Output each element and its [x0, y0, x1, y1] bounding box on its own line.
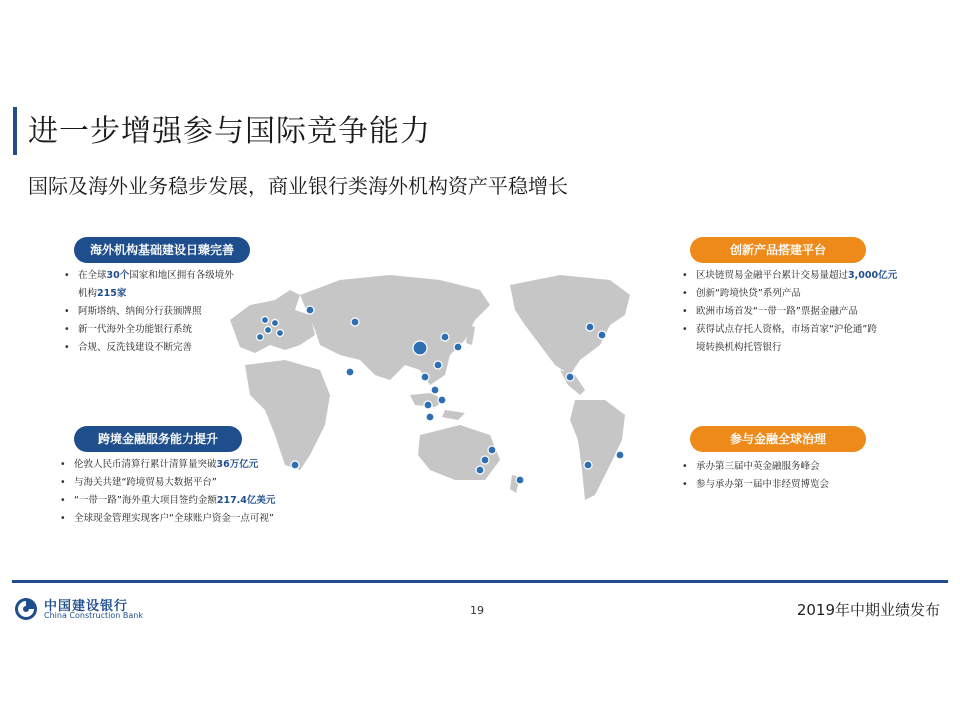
crossborder-section-label: 跨境金融服务能力提升 — [74, 426, 242, 452]
list-item: • “一带一路”海外重大项目签约金额217.4亿美元 — [58, 492, 275, 510]
list-item: • 全球现金管理实现客户“全球账户资金一点可视” — [58, 510, 275, 528]
governance-list — [680, 458, 829, 494]
branch-marker — [346, 368, 354, 376]
branch-marker — [306, 306, 314, 314]
branch-marker — [598, 331, 606, 339]
branch-marker — [516, 476, 524, 484]
innovation-section-label: 创新产品搭建平台 — [690, 237, 866, 263]
logo-text-en: China Construction Bank — [44, 611, 143, 620]
list-item-continuation: 机构215家 — [78, 288, 127, 299]
branch-marker — [438, 396, 446, 404]
list-item-continuation: 境转换机构托管银行 — [696, 342, 782, 353]
branch-marker — [481, 456, 489, 464]
list-item: • 在全球30个国家和地区拥有各级境外 — [62, 267, 234, 285]
crossborder-list — [58, 456, 275, 528]
list-item: • 创新“跨境快贷”系列产品 — [680, 285, 897, 303]
title-accent-bar — [13, 107, 17, 155]
list-item: • 欧洲市场首发“一带一路”票据金融产品 — [680, 303, 897, 321]
branch-marker — [488, 446, 496, 454]
branch-marker — [291, 461, 299, 469]
page-title: 进一步增强参与国际竞争能力 — [28, 114, 431, 149]
branch-marker — [421, 373, 429, 381]
footer-divider — [12, 580, 948, 583]
footer-event-title: 2019年中期业绩发布 — [796, 601, 940, 619]
page-subtitle: 国际及海外业务稳步发展，商业银行类海外机构资产平稳增长 — [28, 174, 568, 198]
branch-marker — [262, 317, 269, 324]
branch-marker — [566, 373, 574, 381]
branch-marker — [441, 333, 449, 341]
list-item: • 伦敦人民币清算行累计清算量突破36万亿元 — [58, 456, 275, 474]
list-item: • 获得试点存托人资格，市场首家“沪伦通”跨 — [680, 321, 897, 339]
page-number: 19 — [470, 604, 484, 617]
list-item: • 合规、反洗钱建设不断完善 — [62, 339, 234, 357]
list-item: • 参与承办第一届中非经贸博览会 — [680, 476, 829, 494]
branch-marker — [351, 318, 359, 326]
branch-marker — [476, 466, 484, 474]
list-item: • 阿斯塔纳、纳闽分行获颁牌照 — [62, 303, 234, 321]
branch-marker — [584, 461, 592, 469]
branch-marker — [277, 330, 284, 337]
list-item: • 区块链贸易金融平台累计交易量超过3,000亿元 — [680, 267, 897, 285]
governance-section-label: 参与金融全球治理 — [690, 426, 866, 452]
branch-marker — [257, 334, 264, 341]
branch-marker — [424, 401, 432, 409]
world-map — [230, 265, 700, 525]
logo-text-cn: 中国建设银行 — [44, 599, 129, 614]
list-item: • 与海关共建“跨境贸易大数据平台” — [58, 474, 275, 492]
innovation-list — [680, 267, 897, 357]
branch-marker — [426, 413, 434, 421]
branch-marker — [586, 323, 594, 331]
branch-marker — [431, 386, 439, 394]
branch-marker — [265, 327, 272, 334]
list-item: • 承办第三届中英金融服务峰会 — [680, 458, 829, 476]
ccb-logo-icon — [14, 597, 38, 621]
overseas-section-label: 海外机构基础建设日臻完善 — [74, 237, 250, 263]
branch-marker — [272, 320, 279, 327]
branch-marker — [616, 451, 624, 459]
branch-marker — [454, 343, 462, 351]
overseas-list — [62, 267, 234, 357]
branch-marker — [413, 341, 427, 355]
list-item: • 新一代海外全功能银行系统 — [62, 321, 234, 339]
branch-marker — [434, 361, 442, 369]
